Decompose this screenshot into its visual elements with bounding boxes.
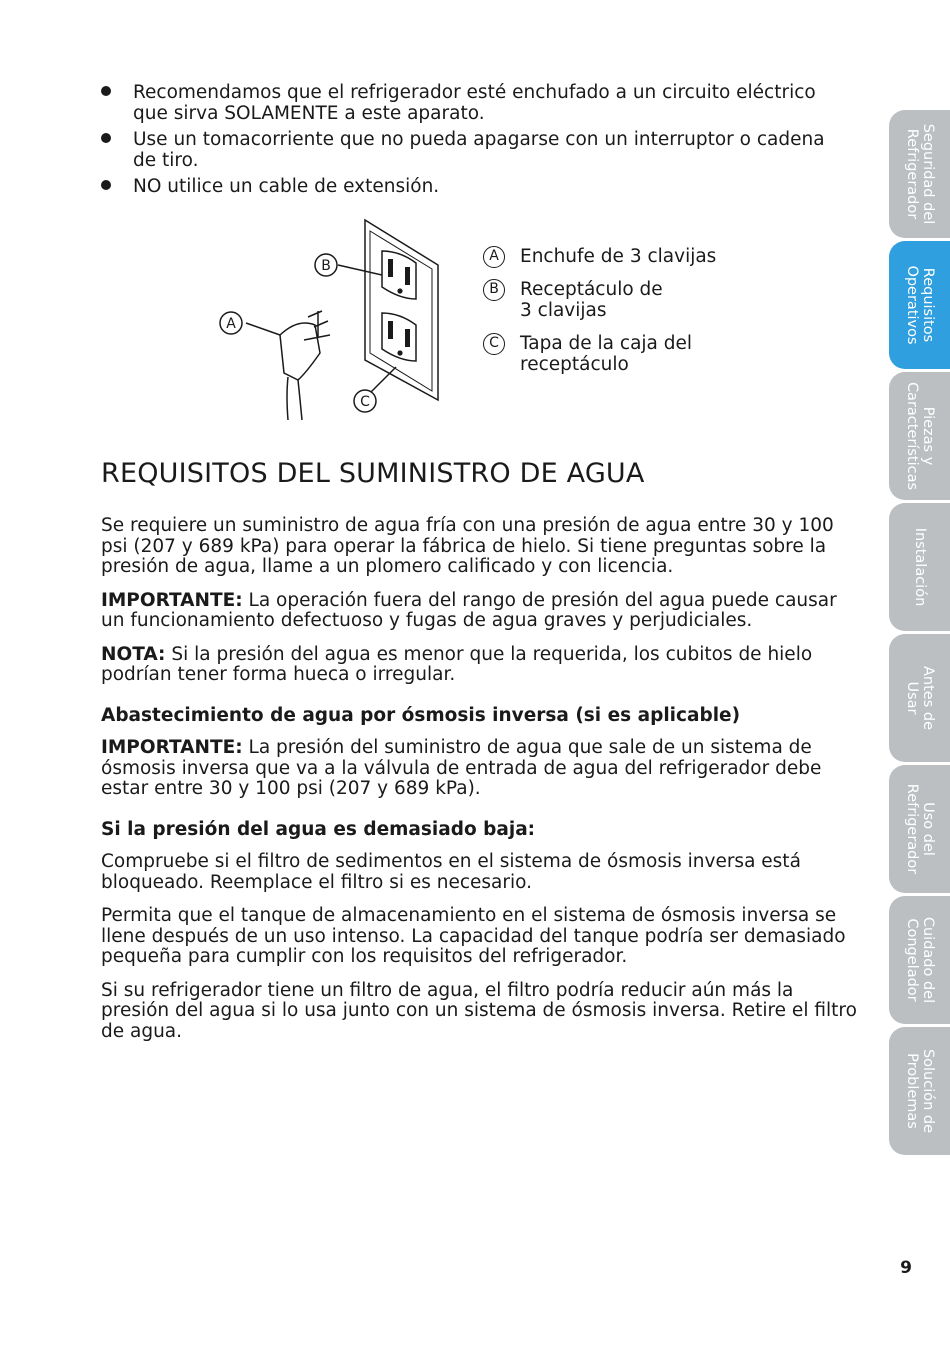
callout-b: B — [321, 258, 331, 274]
paragraph-pressure-requirement: Se requiere un suministro de agua fría con una presión de agua entre 30 y 100 psi (207 y 689 kPa) para operar la fábrica de hielo. Si tiene preguntas sobre la presión de agua, llame a un plomero calificado y con licencia. — [101, 515, 834, 577]
tab-cuidado[interactable]: Cuidado del Congelador — [889, 896, 950, 1024]
legend-letter-c: C — [483, 333, 505, 355]
outlet-plug-illustration — [210, 215, 450, 425]
plug-body — [280, 323, 320, 380]
plug-cord — [287, 377, 302, 420]
paragraph-important-2: IMPORTANTE: La presión del suministro de agua que sale de un sistema de ósmosis inversa que va a la válvula de entrada de agua del refrigerador debe estar entre 30 y 100 psi (207 y 689 kPa). — [101, 737, 822, 799]
subheading-reverse-osmosis: Abastecimiento de agua por ósmosis inversa (si es aplicable) — [101, 704, 741, 726]
tab-solucion[interactable]: Solución de Problemas — [889, 1027, 950, 1155]
page-number: 9 — [900, 1258, 912, 1278]
paragraph-important-1: IMPORTANTE: La operación fuera del rango de presión del agua puede causar un funcionamiento defectuoso y fugas de agua graves y perjudiciales. — [101, 589, 837, 631]
legend-item-c — [483, 333, 783, 375]
callout-c: C — [360, 394, 370, 410]
legend-text-b: Receptáculo de 3 clavijas — [520, 279, 663, 321]
tab-instalacion[interactable]: Instalación — [889, 503, 950, 631]
subheading-low-pressure: Si la presión del agua es demasiado baja: — [101, 818, 536, 840]
outlet-plug-drawing — [210, 215, 450, 425]
bullet-item: NO utilice un cable de extensión. — [101, 176, 841, 197]
bullet-item: Use un tomacorriente que no pueda apagarse con un interruptor o cadena de tiro. — [101, 129, 841, 171]
section-heading: REQUISITOS DEL SUMINISTRO DE AGUA — [101, 458, 645, 489]
section-tabs — [889, 110, 950, 1158]
paragraph-water-filter: Si su refrigerador tiene un filtro de agua, el filtro podría reducir aún más la presión del agua si lo usa junto con un sistema de ósmosis inversa. Retire el filtro de agua. — [101, 979, 857, 1042]
receptacle-cover-plate — [365, 220, 438, 400]
bullet-item: Recomendamos que el refrigerador esté enchufado a un circuito eléctrico que sirva SOLAMENTE a este aparato. — [101, 82, 841, 124]
bullet-dot-icon — [101, 133, 111, 143]
important-label: IMPORTANTE: — [101, 589, 243, 611]
callout-a: A — [226, 316, 236, 332]
section-body — [101, 516, 861, 1055]
paragraph-storage-tank: Permita que el tanque de almacenamiento en el sistema de ósmosis inversa se llene después de un uso intenso. La capacidad del tanque podría ser demasiado pequeña para cumplir con los requisitos del refrigerador. — [101, 905, 846, 967]
note-label: NOTA: — [101, 643, 166, 665]
tab-seguridad[interactable]: Seguridad del Refrigerador — [889, 110, 950, 238]
bullet-dot-icon — [101, 180, 111, 190]
paragraph-sediment-filter: Compruebe si el filtro de sedimentos en el sistema de ósmosis inversa está bloqueado. Reemplace el filtro si es necesario. — [101, 851, 801, 893]
tab-requisitos[interactable]: Requisitos Operativos — [889, 241, 950, 369]
tab-antes-de-usar[interactable]: Antes de Usar — [889, 634, 950, 762]
tab-uso[interactable]: Uso del Refrigerador — [889, 765, 950, 893]
legend-letter-a: A — [483, 246, 505, 268]
requirements-bullet-list — [101, 82, 841, 202]
legend-item-a — [483, 246, 783, 267]
tab-piezas[interactable]: Piezas y Características — [889, 372, 950, 500]
legend-letter-b: B — [483, 279, 505, 301]
figure-legend — [483, 246, 783, 387]
bullet-dot-icon — [101, 86, 111, 96]
legend-item-b — [483, 279, 783, 321]
legend-text-a: Enchufe de 3 clavijas — [520, 246, 717, 267]
legend-text-c: Tapa de la caja del receptáculo — [520, 333, 693, 375]
important-label: IMPORTANTE: — [101, 737, 243, 758]
paragraph-note: NOTA: Si la presión del agua es menor que la requerida, los cubitos de hielo podrían tener forma hueca o irregular. — [101, 643, 813, 685]
